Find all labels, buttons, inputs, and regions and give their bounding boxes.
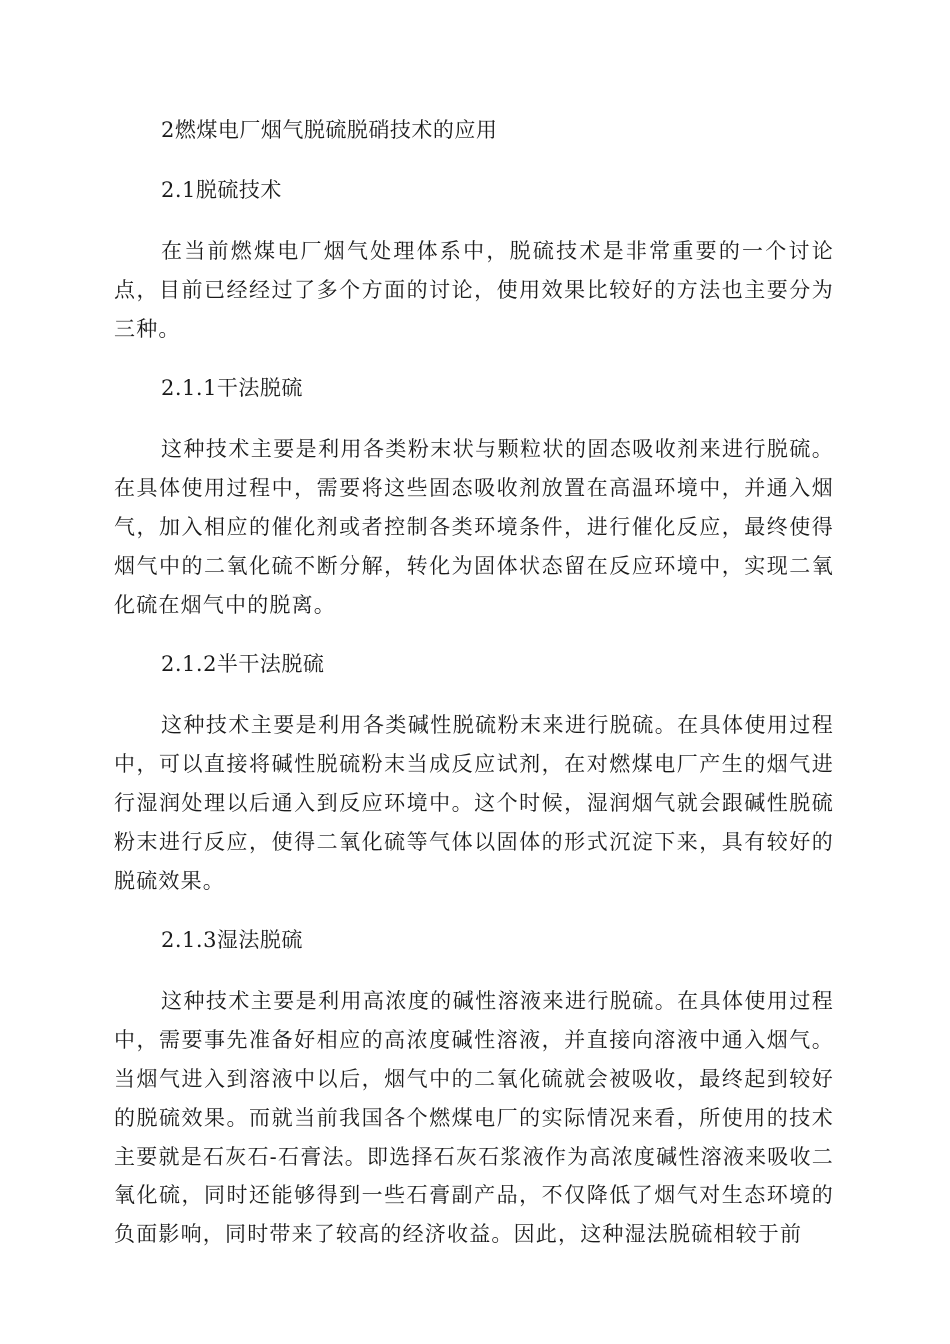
semi-dry-desulfurization-paragraph: 这种技术主要是利用各类碱性脱硫粉末来进行脱硫。在具体使用过程中，可以直接将碱性脱硫粉末当成反应试剂，在对燃煤电厂产生的烟气进行湿润处理以后通入到反应环境中。这个时候，湿润烟气就会跟碱性脱硫粉末进行反应，使得二氧化硫等气体以固体的形式沉淀下来，具有较好的脱硫效果。 (114, 713, 834, 893)
section-title: 2燃煤电厂烟气脱硫脱硝技术的应用 (161, 118, 498, 142)
wet-desulfurization-paragraph: 这种技术主要是利用高浓度的碱性溶液来进行脱硫。在具体使用过程中，需要事先准备好相应的高浓度碱性溶液，并直接向溶液中通入烟气。当烟气进入到溶液中以后，烟气中的二氧化硫就会被吸收，最终起到较好的脱硫效果。而就当前我国各个燃煤电厂的实际情况来看，所使用的技术主要就是石灰石-石膏法。即选择石灰石浆液作为高浓度碱性溶液来吸收二氧化硫，同时还能够得到一些石膏副产品，不仅降低了烟气对生态环境的负面影响，同时带来了较高的经济收益。因此，这种湿法脱硫相较于前 (114, 989, 834, 1247)
wet-desulfurization-title: 2.1.3湿法脱硫 (161, 928, 303, 953)
subsection-title: 2.1脱硫技术 (161, 178, 282, 202)
intro-paragraph: 在当前燃煤电厂烟气处理体系中，脱硫技术是非常重要的一个讨论点，目前已经经过了多个方面的讨论，使用效果比较好的方法也主要分为三种。 (114, 239, 834, 341)
semi-dry-desulfurization-title: 2.1.2半干法脱硫 (161, 652, 325, 677)
dry-desulfurization-paragraph: 这种技术主要是利用各类粉末状与颗粒状的固态吸收剂来进行脱硫。在具体使用过程中，需要将这些固态吸收剂放置在高温环境中，并通入烟气，加入相应的催化剂或者控制各类环境条件，进行催化反应，最终使得烟气中的二氧化硫不断分解，转化为固体状态留在反应环境中，实现二氧化硫在烟气中的脱离。 (114, 437, 834, 617)
document-body (114, 112, 834, 1276)
dry-desulfurization-title: 2.1.1干法脱硫 (161, 376, 303, 401)
